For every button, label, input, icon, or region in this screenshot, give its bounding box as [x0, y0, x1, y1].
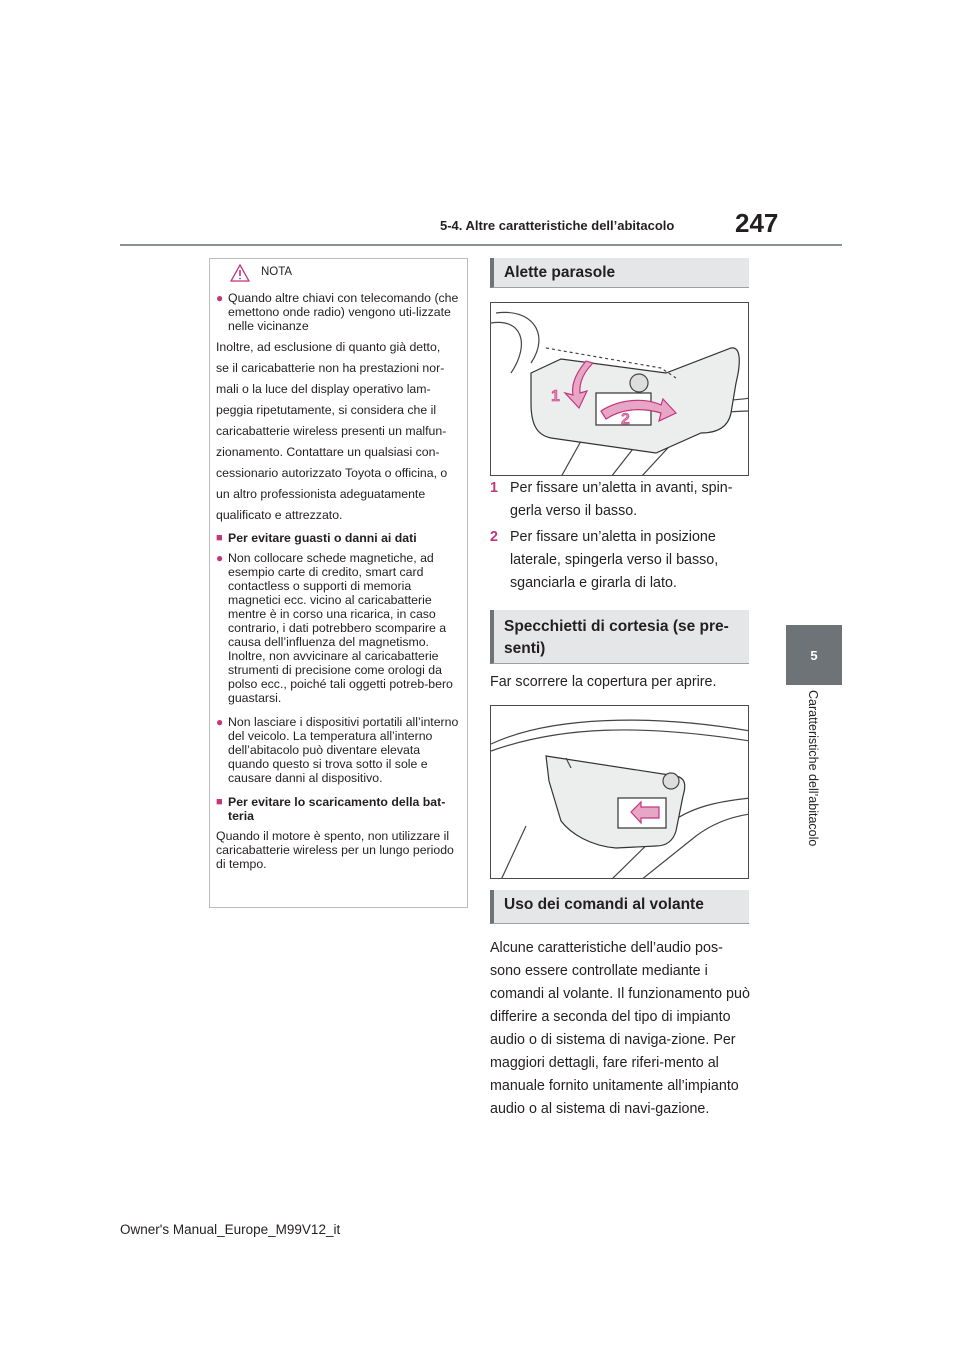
sun-visor-steps	[490, 477, 752, 595]
chapter-tab: 5	[786, 625, 842, 685]
note-line: se il caricabatterie non ha prestazioni nor-	[216, 361, 445, 375]
note-subheading-text: Per evitare guasti o danni ai dati	[228, 531, 417, 545]
heading-vanity-mirrors: Specchietti di cortesia (se pre-senti)	[490, 610, 749, 664]
heading-sun-visors: Alette parasole	[490, 258, 749, 288]
note-content	[216, 291, 461, 871]
note-bullet	[216, 715, 461, 785]
note-line: mali o la luce del display operativo lam-	[216, 382, 431, 396]
chapter-tab-label: Caratteristiche dell’abitacolo	[806, 690, 820, 847]
caution-triangle-icon	[230, 264, 250, 282]
figure-label-1: 1	[551, 388, 560, 405]
note-line: qualificato e attrezzato.	[216, 508, 343, 522]
header-divider	[120, 244, 842, 246]
steering-controls-text: Alcune caratteristiche dell’audio pos-sono essere controllate mediante i comandi al volante. Il funzionamento può differire a seconda del tipo di impianto audio o di sistema di naviga-zione. Per maggiori dettagli, fare riferi-mento al manuale fornito unitamente all’impianto audio o al sistema di navi-gazione.	[490, 940, 750, 1117]
note-label: NOTA	[261, 266, 293, 278]
note-header	[210, 259, 467, 285]
note-subheading	[216, 531, 461, 545]
note-bullet-text: Quando altre chiavi con telecomando (che emettono onde radio) vengono uti-lizzate nelle vicinanze	[228, 291, 459, 333]
note-line: Inoltre, ad esclusione di quanto già detto,	[216, 340, 441, 354]
note-line: caricabatterie wireless presenti un malfun-	[216, 424, 447, 438]
square-bullet-icon: ■	[216, 796, 223, 808]
vanity-mirror-illustration	[491, 706, 749, 879]
step-text: Per fissare un’aletta in posizione laterale, spingerla verso il basso, sganciarla e girarla di lato.	[510, 529, 719, 591]
vanity-mirror-figure	[490, 705, 749, 879]
step-number: 1	[490, 480, 498, 496]
bullet-dot-icon: ●	[216, 551, 224, 565]
note-bullet-text: Non collocare schede magnetiche, ad esempio carte di credito, smart card contactless o supporti di memoria magnetici ecc. vicino al caricabatterie mentre è in corso una ricarica, in caso contrario, i dati potrebbero scomparire a causa dell’influenza del magnetismo. Inoltre, non avvicinare al caricabatterie strumenti di precisione come orologi da polso ecc., poiché tali oggetti potreb-bero guastarsi.	[228, 551, 453, 705]
step-item	[490, 477, 752, 523]
note-final-text: Quando il motore è spento, non utilizzare il caricabatterie wireless per un lungo periodo di tempo.	[216, 829, 454, 871]
note-bullet	[216, 291, 461, 333]
note-line: peggia ripetutamente, si considera che il	[216, 403, 437, 417]
bullet-dot-icon: ●	[216, 715, 224, 729]
note-subheading-text: Per evitare lo scaricamento della bat-teria	[228, 795, 446, 823]
note-subheading	[216, 795, 461, 823]
note-bullet-text: Non lasciare i dispositivi portatili all’interno del veicolo. La temperatura all’interno dell’abitacolo può diventare elevata quando questo si trova sotto il sole e causare danni al dispositivo.	[228, 715, 459, 785]
note-paragraph	[216, 337, 461, 526]
sun-visor-figure	[490, 302, 749, 476]
page-number: 247	[735, 208, 779, 238]
square-bullet-icon: ■	[216, 532, 223, 544]
step-text: Per fissare un’aletta in avanti, spin-gerla verso il basso.	[510, 480, 733, 519]
step-item	[490, 526, 752, 595]
note-box	[209, 258, 468, 908]
vanity-mirror-text: Far scorrere la copertura per aprire.	[490, 674, 717, 690]
note-line: zionamento. Contattare un qualsiasi con-	[216, 445, 440, 459]
bullet-dot-icon: ●	[216, 291, 224, 305]
figure-label-2: 2	[621, 411, 630, 428]
heading-steering-controls: Uso dei comandi al volante	[490, 890, 749, 924]
chapter-tab-label-wrap	[788, 690, 838, 880]
sun-visor-illustration	[491, 303, 749, 476]
step-number: 2	[490, 529, 498, 545]
note-bullet	[216, 551, 461, 705]
note-line: cessionario autorizzato Toyota o officina, o	[216, 466, 448, 480]
footer-text: Owner's Manual_Europe_M99V12_it	[120, 1222, 341, 1237]
note-line: un altro professionista adeguatamente	[216, 487, 426, 501]
section-title: 5-4. Altre caratteristiche dell’abitacolo	[440, 218, 675, 233]
